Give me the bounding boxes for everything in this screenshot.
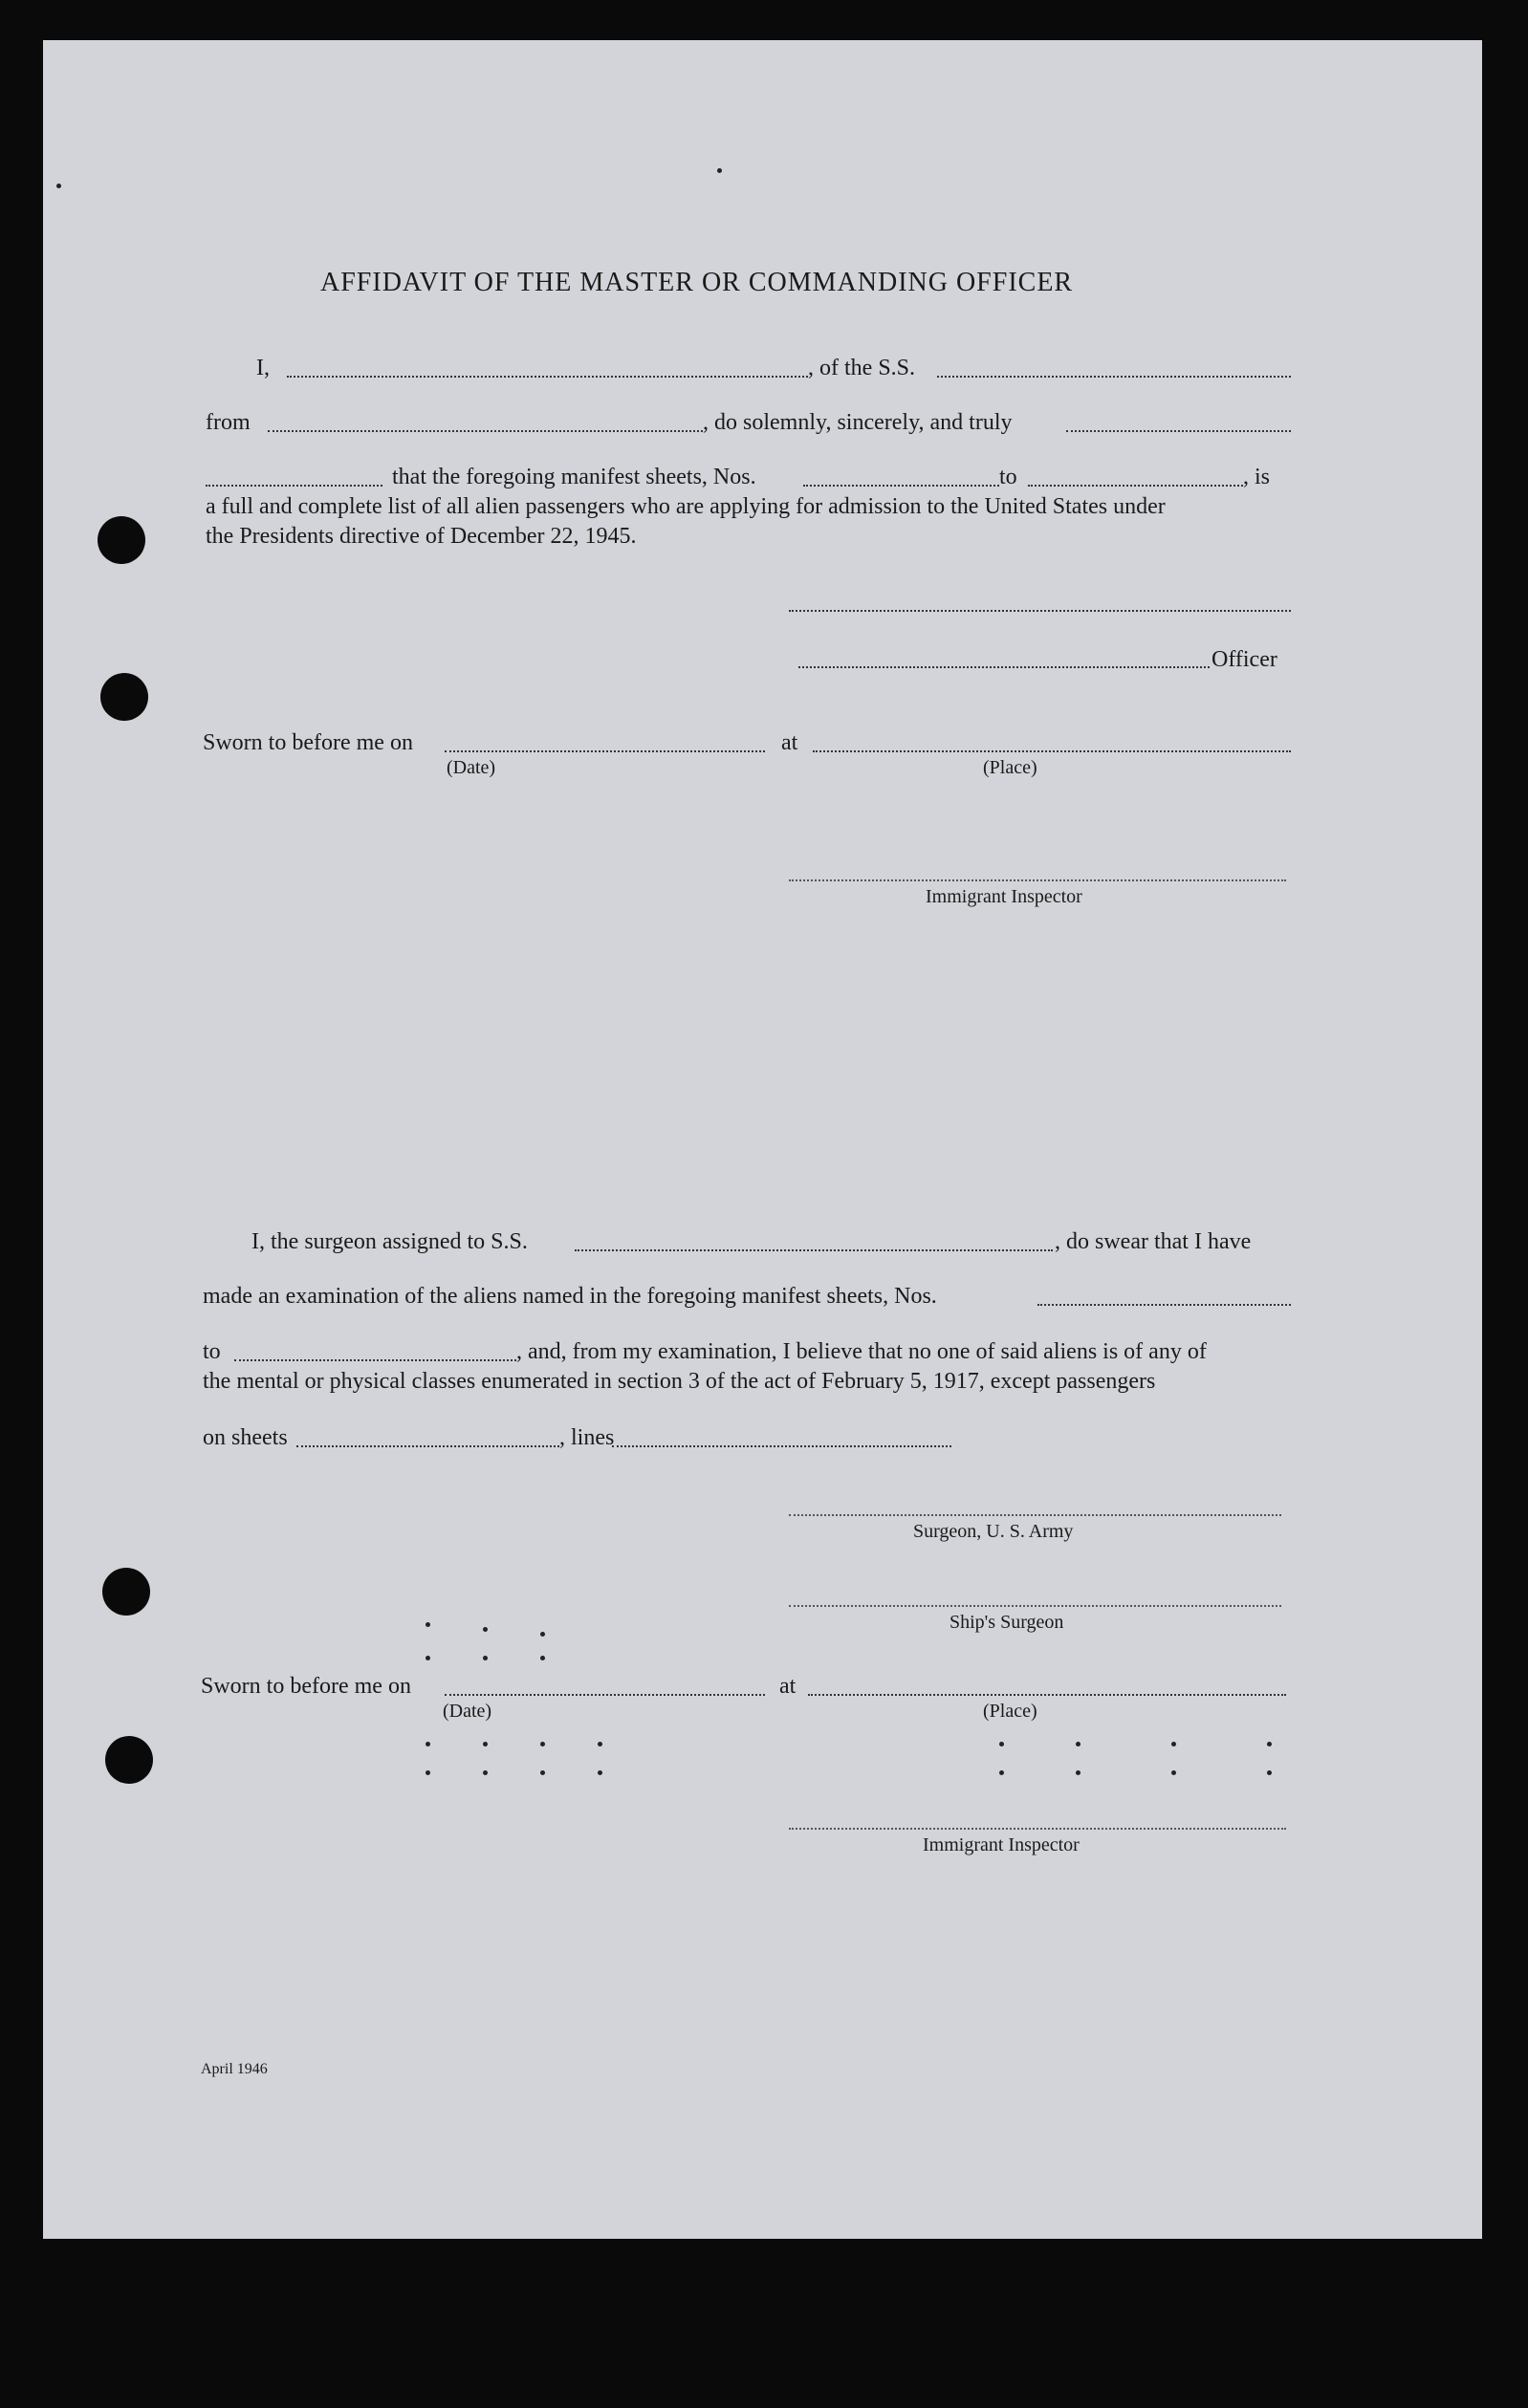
scan-speck: [1267, 1742, 1272, 1746]
except-sheets-field: [296, 1445, 559, 1447]
surgeon-at-label: at: [779, 1674, 797, 1699]
officer-signature-line: [798, 666, 1210, 668]
scan-speck: [999, 1742, 1004, 1746]
signature-line: [789, 610, 1291, 612]
surgeon-place-caption: (Place): [983, 1701, 1037, 1722]
at-label: at: [781, 730, 798, 755]
inspector-label: Immigrant Inspector: [926, 886, 1082, 907]
sheet-from-field: [803, 485, 999, 487]
surgeon-inspector-label: Immigrant Inspector: [923, 1834, 1080, 1855]
scan-speck: [1171, 1742, 1176, 1746]
master-line4: a full and complete list of all alien passengers who are applying for admission to the United States under: [206, 494, 1166, 519]
scan-speck: [483, 1742, 488, 1746]
scan-speck: [56, 184, 61, 188]
scan-speck: [598, 1742, 602, 1746]
master-line1-start: I,: [256, 356, 270, 380]
form-date: April 1946: [201, 2061, 268, 2077]
master-line2-mid: , do solemnly, sincerely, and truly: [703, 410, 1013, 435]
surgeon-sworn-place-field: [808, 1694, 1286, 1696]
scan-speck: [717, 168, 722, 173]
scan-speck: [540, 1770, 545, 1775]
scan-speck: [1076, 1742, 1081, 1746]
master-line1-mid: , of the S.S.: [808, 356, 916, 380]
surgeon-sworn-label: Sworn to before me on: [201, 1674, 411, 1699]
master-line2-start: from: [206, 410, 251, 435]
surgeon-sworn-date-field: [445, 1694, 765, 1696]
inspector-signature-line: [789, 879, 1286, 881]
master-line5: the Presidents directive of December 22, 1945.: [206, 524, 637, 549]
surgeon-line3-start: to: [203, 1339, 221, 1364]
sheet-to-field: [1028, 485, 1243, 487]
army-surgeon-signature-line: [789, 1514, 1281, 1516]
scan-speck: [1076, 1770, 1081, 1775]
master-line3-end: , is: [1243, 465, 1271, 489]
date-caption: (Date): [447, 757, 496, 778]
scan-speck: [426, 1742, 430, 1746]
except-lines-field: [612, 1445, 951, 1447]
master-name-field: [287, 376, 808, 378]
scan-speck: [540, 1742, 545, 1746]
scan-speck: [598, 1770, 602, 1775]
army-surgeon-label: Surgeon, U. S. Army: [913, 1521, 1074, 1542]
scan-speck: [1171, 1770, 1176, 1775]
scan-speck: [483, 1627, 488, 1632]
scan-speck: [426, 1770, 430, 1775]
surgeon-inspector-signature-line: [789, 1828, 1286, 1830]
document-page: [43, 40, 1482, 2239]
surgeon-date-caption: (Date): [443, 1701, 492, 1722]
scan-speck: [999, 1770, 1004, 1775]
oath-field: [1066, 430, 1291, 432]
place-caption: (Place): [983, 757, 1037, 778]
surgeon-line5-start: on sheets: [203, 1425, 288, 1450]
surgeon-line1-end: , do swear that I have: [1055, 1229, 1252, 1254]
sworn-date-field: [445, 750, 765, 752]
ship-surgeon-signature-line: [789, 1605, 1281, 1607]
punch-hole: [102, 1568, 150, 1616]
scan-speck: [426, 1622, 430, 1627]
sworn-label: Sworn to before me on: [203, 730, 413, 755]
punch-hole: [100, 673, 148, 721]
surgeon-ship-field: [575, 1249, 1053, 1251]
surgeon-line1-start: I, the surgeon assigned to S.S.: [251, 1229, 528, 1254]
document-title: AFFIDAVIT OF THE MASTER OR COMMANDING OFFICER: [320, 268, 1074, 297]
scan-speck: [1267, 1770, 1272, 1775]
ship-surgeon-label: Ship's Surgeon: [950, 1612, 1064, 1633]
officer-label: Officer: [1211, 647, 1277, 672]
scan-speck: [426, 1656, 430, 1660]
scan-speck: [483, 1656, 488, 1660]
master-line3-to: to: [999, 465, 1017, 489]
sworn-place-field: [813, 750, 1291, 752]
surgeon-line4: the mental or physical classes enumerated in section 3 of the act of February 5, 1917, except passengers: [203, 1369, 1156, 1394]
surgeon-sheet-to-field: [234, 1359, 516, 1361]
surgeon-line2: made an examination of the aliens named in the foregoing manifest sheets, Nos.: [203, 1284, 937, 1309]
master-line3-mid: that the foregoing manifest sheets, Nos.: [392, 465, 756, 489]
surgeon-line5-mid: , lines: [559, 1425, 615, 1450]
oath-continued-field: [206, 485, 382, 487]
punch-hole: [105, 1736, 153, 1784]
surgeon-line3-mid: , and, from my examination, I believe that no one of said aliens is of any of: [516, 1339, 1207, 1364]
surgeon-sheet-from-field: [1037, 1304, 1291, 1306]
scan-speck: [483, 1770, 488, 1775]
ship-name-field: [937, 376, 1291, 378]
origin-field: [268, 430, 703, 432]
scan-speck: [540, 1656, 545, 1660]
punch-hole: [98, 516, 145, 564]
scan-speck: [540, 1632, 545, 1637]
